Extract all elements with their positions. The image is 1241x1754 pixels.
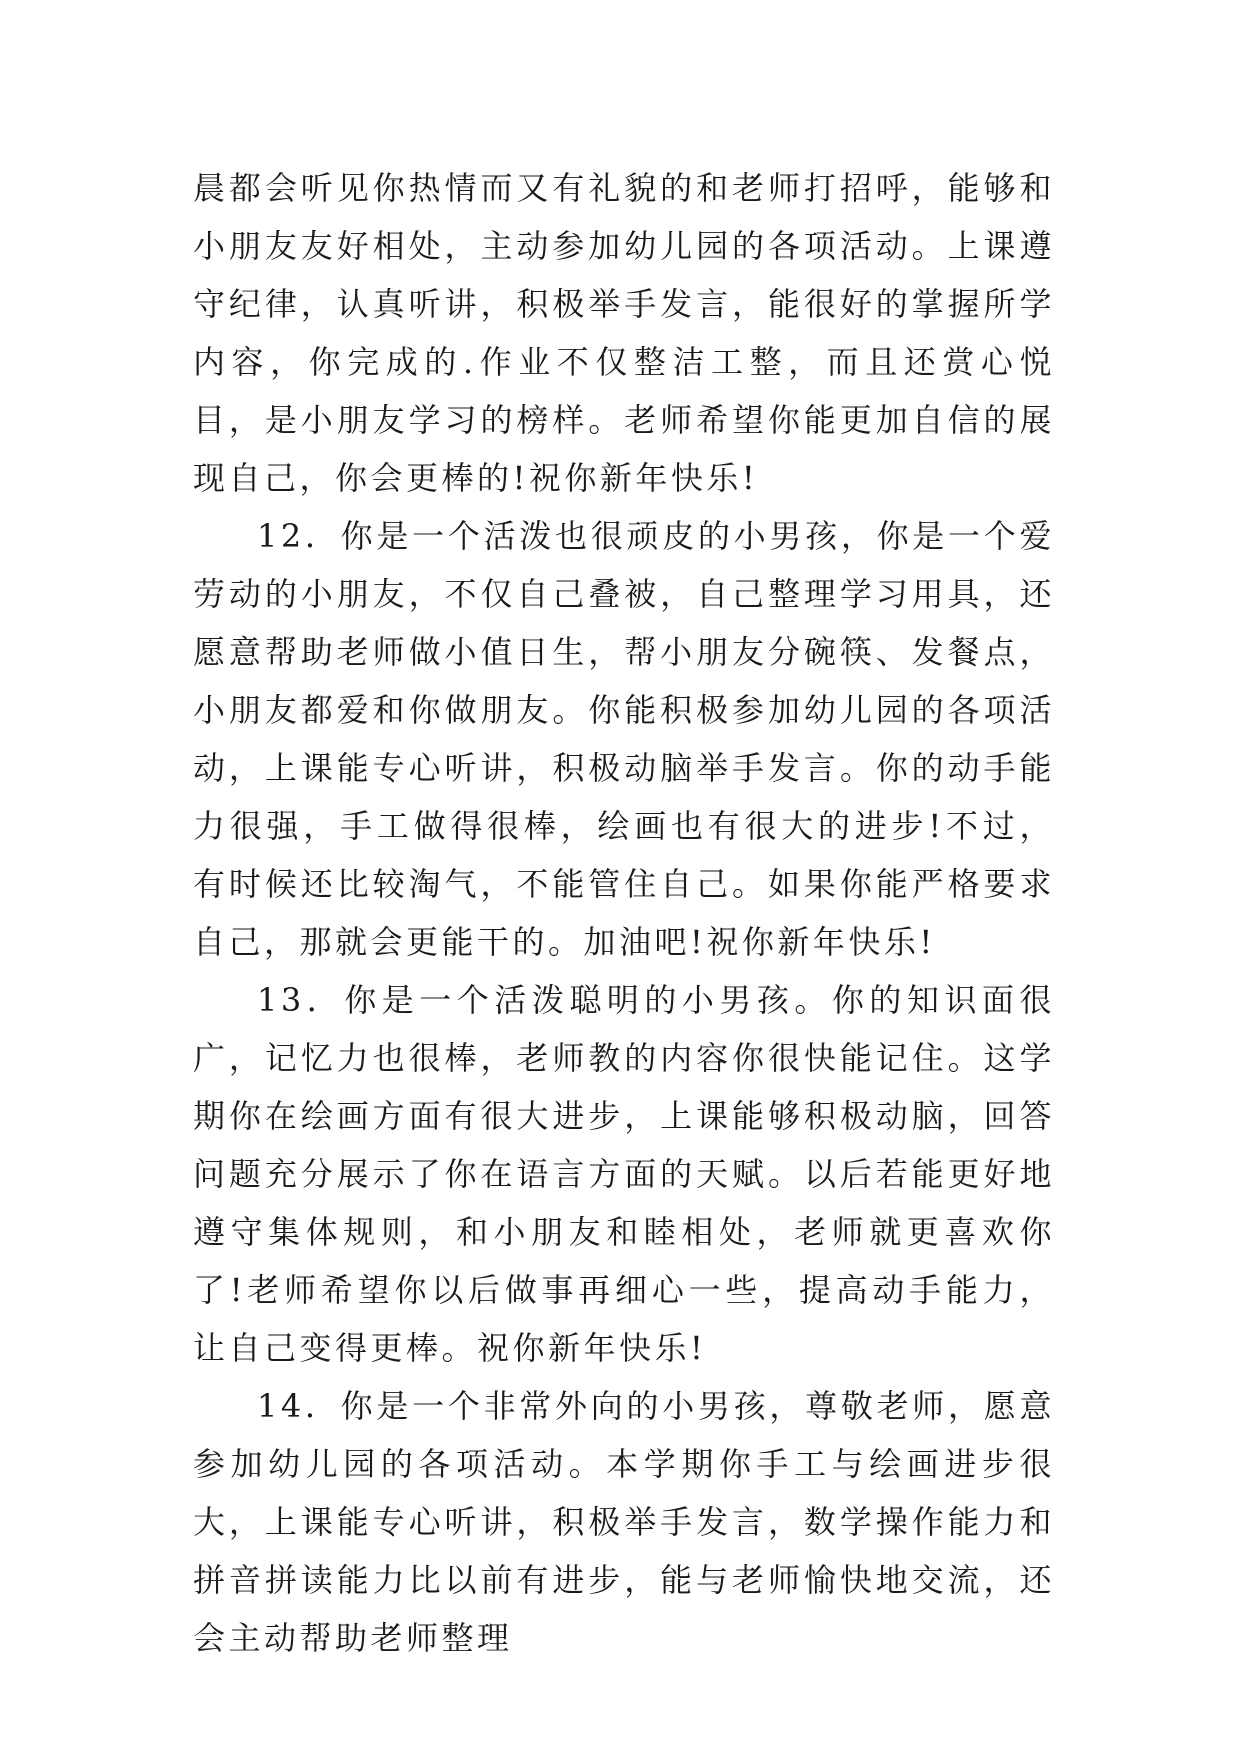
document-body <box>193 159 1055 1667</box>
paragraph-item-12: 12．你是一个活泼也很顽皮的小男孩，你是一个爱劳动的小朋友，不仅自己叠被，自己整理学习用具，还愿意帮助老师做小值日生，帮小朋友分碗筷、发餐点，小朋友都爱和你做朋友。你能积极参加幼儿园的各项活动，上课能专心听讲，积极动脑举手发言。你的动手能力很强，手工做得很棒，绘画也有很大的进步!不过，有时候还比较淘气，不能管住自己。如果你能严格要求自己，那就会更能干的。加油吧!祝你新年快乐! <box>193 517 1055 961</box>
paragraph-continued-11: 晨都会听见你热情而又有礼貌的和老师打招呼，能够和小朋友友好相处，主动参加幼儿园的各项活动。上课遵守纪律，认真听讲，积极举手发言，能很好的掌握所学内容，你完成的.作业不仅整洁工整，而且还赏心悦目，是小朋友学习的榜样。老师希望你能更加自信的展现自己，你会更棒的!祝你新年快乐! <box>193 169 1055 497</box>
paragraph-item-13: 13．你是一个活泼聪明的小男孩。你的知识面很广，记忆力也很棒，老师教的内容你很快能记住。这学期你在绘画方面有很大进步，上课能够积极动脑，回答问题充分展示了你在语言方面的天赋。以后若能更好地遵守集体规则，和小朋友和睦相处，老师就更喜欢你了!老师希望你以后做事再细心一些，提高动手能力，让自己变得更棒。祝你新年快乐! <box>193 981 1055 1367</box>
paragraph-item-14: 14．你是一个非常外向的小男孩，尊敬老师，愿意参加幼儿园的各项活动。本学期你手工与绘画进步很大，上课能专心听讲，积极举手发言，数学操作能力和拼音拼读能力比以前有进步，能与老师愉快地交流，还会主动帮助老师整理 <box>193 1387 1055 1657</box>
